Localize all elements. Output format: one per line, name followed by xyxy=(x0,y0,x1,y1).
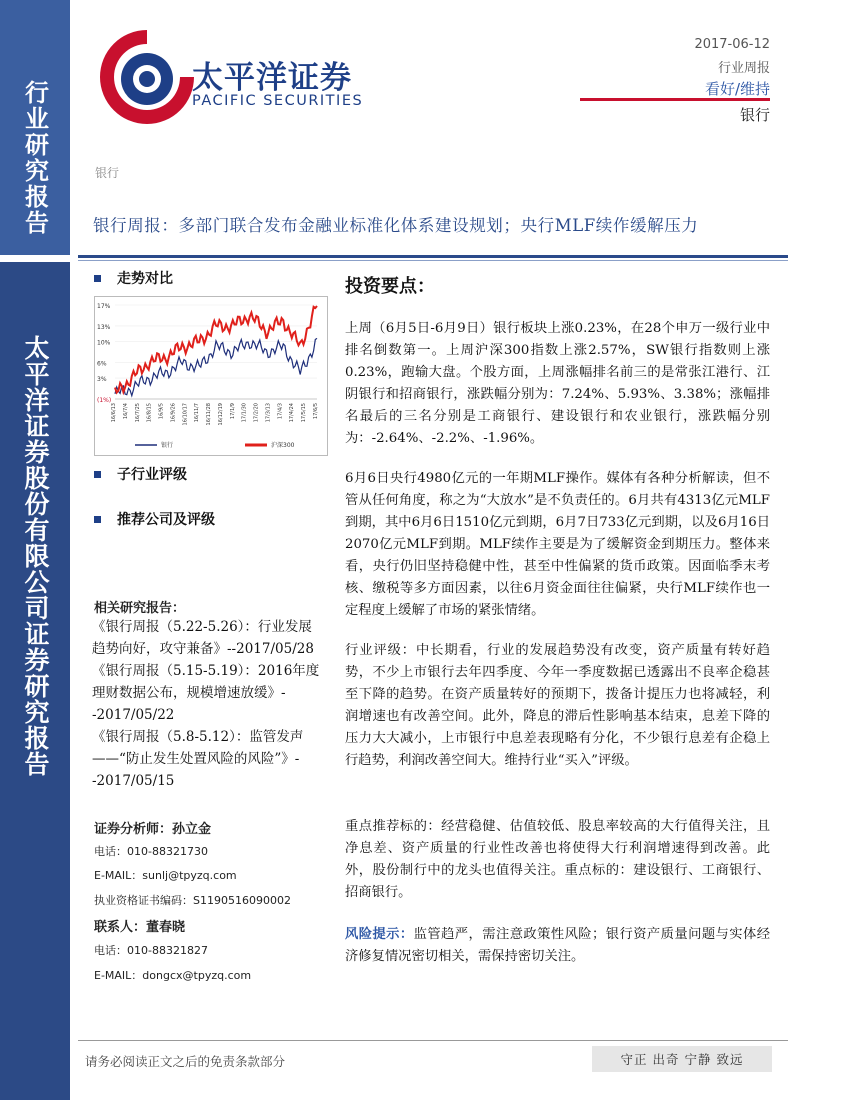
contact-phone: 电话：010-88321827 xyxy=(94,944,208,957)
trend-chart xyxy=(94,296,328,456)
x-tick-label: 16/11/7 xyxy=(194,403,201,423)
x-tick-label: 16/8/15 xyxy=(146,403,153,423)
paragraph-mlf: 6月6日央行4980亿元的一年期MLF操作。媒体有各种分析解读，但不管从任何角度，称之为“大放水”是不负责任的。6月共有4313亿元MLF到期，其中6月6日1510亿元到期，6月7日733亿元到期，以及6月16日2070亿元MLF到期。MLF续作主要是为了缓解资金到期压力。整体来看，央行仍旧坚持稳健中性，甚至中性偏紧的货币政策。因面临季末考核、缴税等多方面因素，以往6月资金面往往偏紧，央行MLF续作也一定程度上缓解了市场的紧张情绪。 xyxy=(345,471,770,618)
analyst-certificate: 执业资格证书编码：S1190516090002 xyxy=(94,894,291,907)
brand-name-cn: 太平洋证券 xyxy=(192,60,352,96)
contact-email[interactable]: E-MAIL：dongcx@tpyzq.com xyxy=(94,969,252,982)
x-tick-label: 16/11/28 xyxy=(206,403,213,426)
report-date: 2017-06-12 xyxy=(694,37,770,52)
footer-motto: 守正 出奇 宁静 致远 xyxy=(592,1046,772,1072)
companies-heading-text: 推荐公司及评级 xyxy=(117,512,215,528)
x-tick-label: 17/4/3 xyxy=(277,403,284,420)
x-tick-label: 16/7/4 xyxy=(122,403,129,420)
footer-divider xyxy=(78,1040,788,1041)
analyst-phone: 电话：010-88321730 xyxy=(94,845,208,858)
y-tick-label: 13% xyxy=(97,323,111,331)
paragraph-recommendations: 重点推荐标的：经营稳健、估值较低、股息率较高的大行值得关注，且净息差、资产质量的行业性改善也将使得大行利润增速得到改善。此外，股份制行中的龙头也值得关注。重点标的：建设银行、工商银行、招商银行。 xyxy=(345,819,770,900)
analyst-name: 孙立金 xyxy=(172,822,212,837)
industry-rating: 看好/维持 xyxy=(704,80,770,98)
y-tick-label: (1%) xyxy=(97,397,112,404)
series-line-hs300 xyxy=(115,306,317,393)
x-tick-label: 16/12/19 xyxy=(217,403,224,426)
x-tick-label: 16/9/26 xyxy=(170,403,177,423)
category-label: 银行 xyxy=(95,166,120,180)
footer-disclaimer[interactable]: 请务必阅读正文之后的免责条款部分 xyxy=(85,1054,286,1069)
analyst-label: 证券分析师： xyxy=(94,822,173,837)
related-report-item[interactable]: 《银行周报（5.22-5.26）：行业发展趋势向好，攻守兼备》--2017/05/28 xyxy=(92,619,314,657)
square-bullet-icon xyxy=(94,516,101,523)
related-reports-list xyxy=(92,616,324,792)
related-report-item[interactable]: 《银行周报（5.8-5.12）：监管发声——“防止发生处置风险的风险”》--2017/05/15 xyxy=(92,729,304,789)
trend-chart-svg xyxy=(95,297,327,455)
title-divider xyxy=(78,255,788,258)
y-tick-label: 3% xyxy=(97,376,107,384)
trend-heading xyxy=(94,268,173,288)
legend-label: 银行 xyxy=(161,442,174,449)
report-type: 行业周报 xyxy=(717,61,770,76)
x-tick-label: 17/6/5 xyxy=(313,403,319,420)
x-tick-label: 17/5/15 xyxy=(301,403,308,423)
x-tick-label: 17/1/9 xyxy=(229,403,236,420)
subindustry-heading-text: 子行业评级 xyxy=(117,467,187,483)
key-points-heading: 投资要点： xyxy=(345,276,435,297)
title-divider-thin xyxy=(78,260,788,261)
x-tick-label: 16/9/5 xyxy=(158,403,165,420)
y-tick-label: 17% xyxy=(97,303,111,310)
page-title: 银行周报：多部门联合发布金融业标准化体系建设规划；央行MLF续作缓解压力 xyxy=(93,216,699,235)
pacific-securities-logo-icon xyxy=(92,22,202,132)
legend-label: 沪深300 xyxy=(271,442,295,449)
x-tick-label: 17/1/30 xyxy=(241,403,248,423)
contact-name: 董春晓 xyxy=(146,920,186,935)
contact-line xyxy=(94,916,185,935)
header-divider xyxy=(580,98,770,101)
contact-label: 联系人： xyxy=(94,920,147,935)
paragraph-weekly-performance: 上周（6月5日-6月9日）银行板块上涨0.23%，在28个申万一级行业中排名倒数第一。上周沪深300指数上涨2.57%，SW银行指数则上涨0.23%，跑输大盘。个股方面，上周涨幅排名前三的是常张江港行、江阴银行和招商银行，涨跌幅分别为：7.24%、5.93%、3.38%；涨幅排名最后的三名分别是工商银行、建设银行和农业银行，涨跌幅分别为：-2.64%、-2.2%、-1.96%。 xyxy=(345,321,770,446)
paragraph-industry-rating: 行业评级：中长期看，行业的发展趋势没有改变，资产质量有转好趋势，不少上市银行去年四季度、今年一季度数据已透露出不良率企稳甚至下降的趋势。在资产质量转好的预期下，拨备计提压力也将减轻，利润增速也有改善空间。此外，降息的滞后性影响基本结束，息差下降的压力大大减小，上市银行中息差表现略有分化，不少银行息差有企稳上行趋势，利润改善空间大。维持行业“买入”评级。 xyxy=(345,643,770,768)
sidebar-company-label: 太平洋证券股份有限公司证券研究报告 xyxy=(21,335,50,777)
y-tick-label: 6% xyxy=(97,360,107,368)
sidebar-report-type-label: 行业研究报告 xyxy=(20,80,50,236)
x-tick-label: 17/2/20 xyxy=(253,403,260,423)
square-bullet-icon xyxy=(94,275,101,282)
trend-heading-text: 走势对比 xyxy=(117,271,173,287)
analyst-email[interactable]: E-MAIL：sunlj@tpyzq.com xyxy=(94,869,237,882)
x-tick-label: 16/10/17 xyxy=(182,403,189,426)
paragraph-risk xyxy=(345,924,770,968)
brand-name-en: PACIFIC SECURITIES xyxy=(192,93,364,109)
x-tick-label: 16/7/25 xyxy=(134,403,141,423)
risk-label: 风险提示： xyxy=(345,927,414,942)
subindustry-heading xyxy=(94,464,187,484)
report-sector: 银行 xyxy=(739,106,770,124)
square-bullet-icon xyxy=(94,471,101,478)
x-tick-label: 17/4/24 xyxy=(289,403,296,423)
companies-heading xyxy=(94,509,215,529)
related-reports-title: 相关研究报告： xyxy=(94,601,186,616)
y-tick-label: 10% xyxy=(97,339,111,347)
analyst-line xyxy=(94,818,211,837)
x-tick-label: 17/3/13 xyxy=(265,403,272,423)
x-tick-label: 16/6/13 xyxy=(111,403,117,423)
risk-text: 监管趋严，需注意政策性风险；银行资产质量问题与实体经济修复情况密切相关，需保持密切关注。 xyxy=(345,927,771,964)
related-report-item[interactable]: 《银行周报（5.15-5.19）：2016年度理财数据公布，规模增速放缓》--2017/05/22 xyxy=(92,663,320,723)
